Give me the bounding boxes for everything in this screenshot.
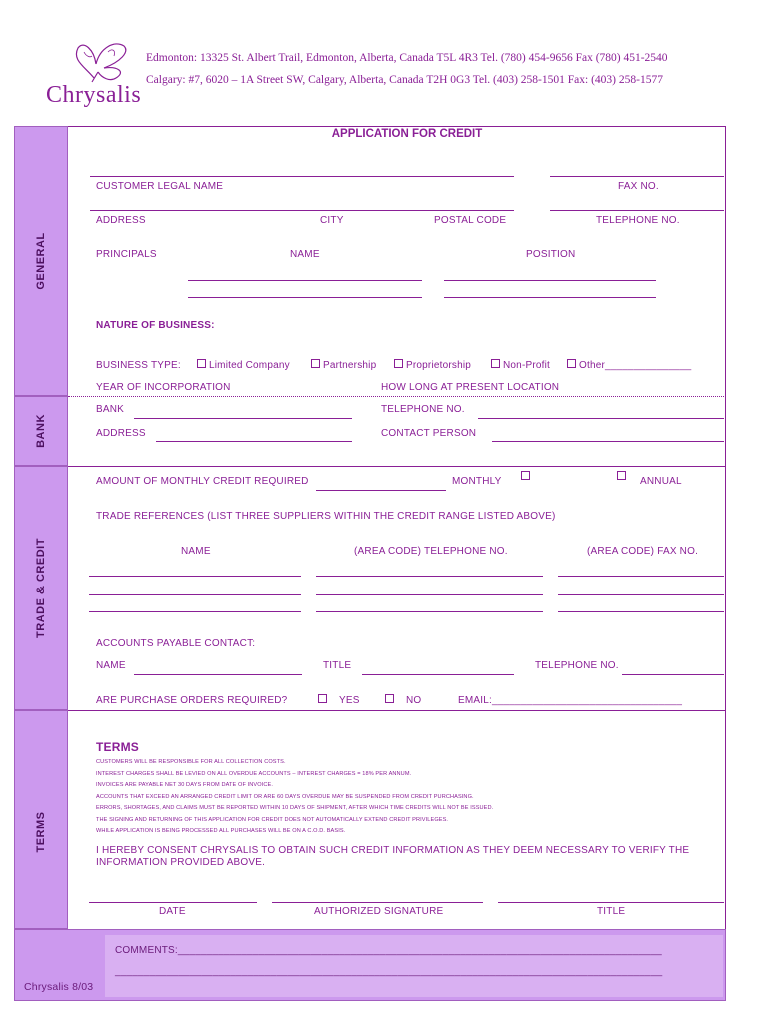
postal-code-label: POSTAL CODE [434, 215, 507, 226]
ref-telephone-header: (AREA CODE) TELEPHONE NO. [354, 546, 508, 557]
ref2-fax-line[interactable] [558, 594, 724, 595]
year-incorporation-label: YEAR OF INCORPORATION [96, 382, 231, 393]
divider-bank-trade [68, 466, 726, 467]
consent-line-2: INFORMATION PROVIDED ABOVE. [96, 857, 266, 868]
terms-heading: TERMS [96, 740, 139, 754]
city-label: CITY [320, 215, 344, 226]
ref1-telephone-line[interactable] [316, 576, 543, 577]
principal-name-line-1[interactable] [188, 280, 422, 281]
terms-line-5: ERRORS, SHORTAGES, AND CLAIMS MUST BE REPORTED WITHIN 10 DAYS OF SHIPMENT, AFTER WHICH TIME CREDITS WILL NOT BE ISSUED. [96, 805, 494, 811]
principal-name-label: NAME [290, 249, 320, 260]
ref2-name-line[interactable] [89, 594, 301, 595]
terms-line-7: WHILE APPLICATION IS BEING PROCESSED ALL PURCHASES WILL BE ON A C.O.D. BASIS. [96, 828, 346, 834]
ap-title-line[interactable] [362, 674, 514, 675]
principal-position-label: POSITION [526, 249, 576, 260]
ap-telephone-line[interactable] [622, 674, 724, 675]
terms-line-6: THE SIGNING AND RETURNING OF THIS APPLICATION FOR CREDIT DOES NOT AUTOMATICALLY EXTEND CREDIT PRIVILEGES. [96, 817, 449, 823]
monthly-label: MONTHLY [452, 476, 502, 487]
limited-company-checkbox[interactable] [197, 359, 206, 368]
limited-company-label: Limited Company [209, 360, 290, 371]
po-yes-checkbox[interactable] [318, 694, 327, 703]
bank-name-line[interactable] [134, 418, 352, 419]
terms-line-3: INVOICES ARE PAYABLE NET 30 DAYS FROM DATE OF INVOICE. [96, 782, 273, 788]
signature-label: AUTHORIZED SIGNATURE [314, 906, 444, 917]
bank-label: BANK [96, 404, 125, 415]
butterfly-icon [64, 38, 134, 84]
signature-title-label: TITLE [597, 906, 626, 917]
ref-fax-header: (AREA CODE) FAX NO. [587, 546, 699, 557]
annual-label: ANNUAL [640, 476, 682, 487]
trade-references-label: TRADE REFERENCES (LIST THREE SUPPLIERS WITHIN THE CREDIT RANGE LISTED ABOVE) [96, 511, 556, 522]
calgary-address: Calgary: #7, 6020 – 1A Street SW, Calgary, Alberta, Canada T2H 0G3 Tel. (403) 258-1501 Fax: (403) 258-1577 [146, 74, 663, 86]
ref1-fax-line[interactable] [558, 576, 724, 577]
form-version: Chrysalis 8/03 [24, 981, 94, 993]
po-no-label: NO [406, 695, 422, 706]
principal-name-line-2[interactable] [188, 297, 422, 298]
email-label: EMAIL:_________________________________ [458, 695, 683, 706]
terms-line-1: CUSTOMERS WILL BE RESPONSIBLE FOR ALL COLLECTION COSTS. [96, 759, 286, 765]
other-label: Other_______________ [579, 360, 692, 371]
ap-name-line[interactable] [134, 674, 302, 675]
edmonton-address: Edmonton: 13325 St. Albert Trail, Edmonton, Alberta, Canada T5L 4R3 Tel. (780) 454-9656 Fax (780) 451-2540 [146, 52, 668, 64]
comments-line-2: _______________________________________________________________________________________________ [115, 966, 663, 977]
non-profit-label: Non-Profit [503, 360, 551, 371]
form-title: APPLICATION FOR CREDIT [331, 128, 483, 140]
date-label: DATE [159, 906, 186, 917]
fax-no-label: FAX NO. [618, 181, 659, 192]
address-label: ADDRESS [96, 215, 146, 226]
nature-of-business-label: NATURE OF BUSINESS: [96, 320, 215, 331]
bank-address-label: ADDRESS [96, 428, 146, 439]
bank-address-line[interactable] [156, 441, 352, 442]
po-required-label: ARE PURCHASE ORDERS REQUIRED? [96, 695, 288, 706]
principal-position-line-1[interactable] [444, 280, 656, 281]
contact-person-label: CONTACT PERSON [381, 428, 477, 439]
ref3-name-line[interactable] [89, 611, 301, 612]
divider-general-bank [68, 396, 726, 397]
customer-legal-name-label: CUSTOMER LEGAL NAME [96, 181, 224, 192]
address-line[interactable] [90, 210, 514, 211]
customer-name-line[interactable] [90, 176, 514, 177]
ap-title-label: TITLE [323, 660, 352, 671]
monthly-checkbox[interactable] [521, 471, 530, 480]
fax-line[interactable] [550, 176, 724, 177]
telephone-no-label: TELEPHONE NO. [596, 215, 680, 226]
proprietorship-checkbox[interactable] [394, 359, 403, 368]
other-checkbox[interactable] [567, 359, 576, 368]
amount-required-label: AMOUNT OF MONTHLY CREDIT REQUIRED [96, 476, 309, 487]
principal-position-line-2[interactable] [444, 297, 656, 298]
non-profit-checkbox[interactable] [491, 359, 500, 368]
terms-line-4: ACCOUNTS THAT EXCEED AN ARRANGED CREDIT LIMIT OR ARE 60 DAYS OVERDUE MAY BE SUSPENDED FROM CREDIT PURCHASING. [96, 794, 474, 800]
amount-required-line[interactable] [316, 490, 446, 491]
consent-line-1: I HEREBY CONSENT CHRYSALIS TO OBTAIN SUCH CREDIT INFORMATION AS THEY DEEM NECESSARY TO VERIFY THE [96, 845, 690, 856]
ref2-telephone-line[interactable] [316, 594, 543, 595]
bank-telephone-line[interactable] [478, 418, 724, 419]
section-label-terms: TERMS [35, 811, 47, 853]
ref3-fax-line[interactable] [558, 611, 724, 612]
business-type-label: BUSINESS TYPE: [96, 360, 181, 371]
principals-label: PRINCIPALS [96, 249, 157, 260]
signature-line[interactable] [272, 902, 483, 903]
partnership-checkbox[interactable] [311, 359, 320, 368]
title-line[interactable] [498, 902, 724, 903]
bank-telephone-label: TELEPHONE NO. [381, 404, 465, 415]
contact-person-line[interactable] [492, 441, 724, 442]
chrysalis-logo [44, 38, 142, 112]
section-label-general: GENERAL [35, 232, 47, 290]
terms-line-2: INTEREST CHARGES SHALL BE LEVIED ON ALL OVERDUE ACCOUNTS – INTEREST CHARGES = 18% PER ANNUM. [96, 771, 412, 777]
ap-telephone-label: TELEPHONE NO. [535, 660, 619, 671]
proprietorship-label: Proprietorship [406, 360, 472, 371]
po-yes-label: YES [339, 695, 360, 706]
ap-contact-label: ACCOUNTS PAYABLE CONTACT: [96, 638, 256, 649]
partnership-label: Partnership [323, 360, 377, 371]
ap-name-label: NAME [96, 660, 126, 671]
comments-label: COMMENTS:____________________________________________________________________________________ [115, 945, 662, 956]
logo-wordmark: Chrysalis [46, 82, 142, 108]
how-long-label: HOW LONG AT PRESENT LOCATION [381, 382, 560, 393]
section-label-trade: TRADE & CREDIT [35, 538, 47, 638]
divider-trade-terms [68, 710, 726, 711]
annual-checkbox[interactable] [617, 471, 626, 480]
ref-name-header: NAME [181, 546, 211, 557]
telephone-line[interactable] [550, 210, 724, 211]
po-no-checkbox[interactable] [385, 694, 394, 703]
ref1-name-line[interactable] [89, 576, 301, 577]
ref3-telephone-line[interactable] [316, 611, 543, 612]
date-line[interactable] [89, 902, 257, 903]
section-label-bank: BANK [35, 414, 47, 448]
